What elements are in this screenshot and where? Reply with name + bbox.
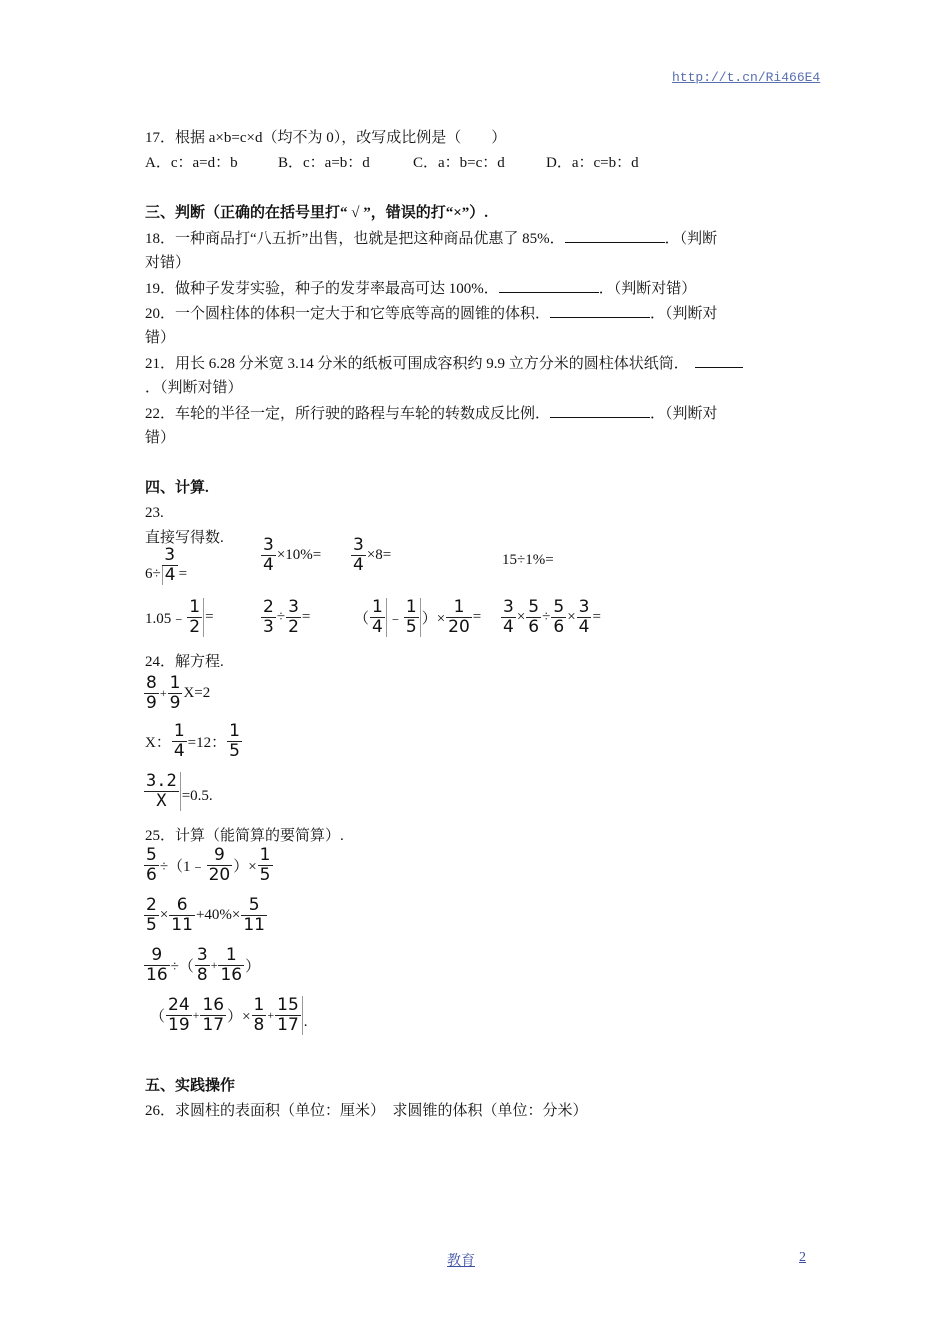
q18-answer-blank[interactable] [565, 228, 665, 243]
numerator: 1 [405, 597, 417, 617]
q18-tail: ．（判断 [664, 231, 718, 247]
q26: 26．求圆柱的表面积（单位：厘米） 求圆锥的体积（单位：分米） [145, 1103, 588, 1119]
q21-text: 21．用长 6.28 分米宽 3.14 分米的纸板可围成容积约 9.9 立方分米的圆柱体状纸筒． [145, 356, 689, 372]
denominator: 9 [146, 693, 157, 713]
q17-option-a: A．c：a=d：b [145, 155, 238, 171]
denominator: 2 [189, 617, 201, 637]
q18 [145, 228, 717, 249]
denominator: X [156, 791, 167, 811]
header-link[interactable]: http://t.cn/Ri466E4 [672, 70, 821, 85]
math-text: （ [354, 611, 370, 627]
fraction [144, 946, 170, 985]
q22-answer-blank[interactable] [550, 403, 650, 418]
math-text: = [205, 609, 214, 625]
denominator: 17 [202, 1015, 225, 1035]
math-text: X=2 [183, 685, 211, 701]
numerator: 1 [253, 995, 265, 1015]
math-text: + [159, 686, 167, 700]
section4-title: 四、计算. [145, 480, 209, 496]
fraction [351, 536, 366, 575]
denominator: 5 [259, 865, 271, 885]
numerator: 1 [259, 845, 271, 865]
equation-3 [143, 772, 213, 811]
numerator: 16 [202, 995, 225, 1015]
denominator: 3 [263, 617, 274, 637]
numerator: 3 [288, 597, 299, 617]
denominator: 5 [146, 915, 157, 935]
math-text: = [178, 566, 188, 582]
fraction [144, 674, 159, 713]
q21 [145, 353, 743, 374]
q25-title: 25．计算（能简算的要简算）. [145, 828, 344, 844]
denominator: 5 [229, 741, 240, 761]
fraction [551, 598, 566, 637]
q22-wrap: 错） [145, 430, 176, 446]
q20-tail: ．（判断对 [650, 306, 718, 322]
math-text: X： [145, 735, 171, 751]
numerator: 3 [263, 535, 274, 555]
fraction [370, 598, 387, 637]
calc-r1-d: 15÷1%= [502, 552, 554, 568]
denominator: 6 [146, 865, 157, 885]
math-text: + [267, 1008, 275, 1022]
fraction [258, 846, 273, 885]
q21-answer-blank[interactable] [695, 353, 743, 368]
denominator: 8 [253, 1015, 265, 1035]
numerator: 3.2 [146, 771, 177, 791]
numerator: 3 [353, 535, 364, 555]
denominator: 20 [208, 865, 231, 885]
denominator: 4 [162, 566, 178, 585]
numerator: 1 [372, 597, 383, 617]
calc-25-2 [143, 896, 268, 935]
numerator: 5 [146, 845, 157, 865]
math-text: ÷（ [170, 959, 194, 975]
q19 [145, 278, 696, 299]
equation-1 [143, 674, 210, 713]
math-text: × [516, 609, 526, 625]
math-text: = [301, 609, 311, 625]
fraction [286, 598, 301, 637]
denominator: 4 [353, 555, 364, 575]
denominator: 19 [168, 1015, 190, 1035]
fraction [275, 996, 303, 1035]
calc-r1-b [260, 536, 321, 575]
denominator: 4 [578, 617, 590, 637]
numerator: 1 [169, 673, 181, 693]
fraction [144, 896, 159, 935]
denominator: 17 [277, 1015, 299, 1035]
fraction [172, 722, 187, 761]
math-text: （ [150, 1009, 166, 1025]
math-text: ）× [421, 611, 446, 627]
numerator: 1 [446, 598, 472, 618]
numerator: 2 [146, 895, 157, 915]
math-text: ÷（1﹣ [159, 859, 206, 875]
denominator: 16 [220, 965, 243, 985]
numerator: 1 [173, 721, 185, 741]
q17-option-d: D．a：c=b：d [546, 155, 639, 171]
q23-label: 直接写得数. [145, 530, 224, 546]
q24-title: 24．解方程. [145, 654, 224, 670]
denominator: 11 [171, 915, 193, 935]
calc-r2-c [354, 598, 481, 637]
fraction [261, 598, 276, 637]
numerator: 24 [168, 995, 190, 1015]
fraction [577, 598, 592, 637]
numerator: 5 [528, 597, 540, 617]
numerator: 3 [503, 597, 514, 617]
numerator: 6 [169, 896, 195, 916]
math-text: ）× [227, 1009, 251, 1025]
section3-title: 三、判断（正确的在括号里打“ √ ”，错误的打“×”）. [145, 205, 489, 221]
q22 [145, 403, 718, 424]
fraction [241, 896, 267, 935]
math-text: = [592, 609, 601, 625]
numerator: 8 [146, 673, 157, 693]
fraction [501, 598, 516, 637]
q22-text: 22．车轮的半径一定，所行驶的路程与车轮的转数成反比例． [145, 406, 551, 422]
math-text: . [303, 1014, 308, 1030]
calc-r2-d [500, 598, 601, 637]
footer-center-link[interactable]: 教育 [447, 1254, 475, 1269]
page-number[interactable]: 2 [799, 1250, 806, 1265]
denominator: 6 [528, 617, 540, 637]
q19-text: 19．做种子发芽实验，种子的发芽率最高可达 100%． [145, 281, 499, 297]
fraction [261, 536, 276, 575]
fraction [446, 598, 472, 637]
math-text: =12： [187, 735, 227, 751]
q18-text: 18．一种商品打“八五折”出售，也就是把这种商品优惠了 85%． [145, 231, 565, 247]
fraction [144, 846, 159, 885]
math-text: + [192, 1008, 200, 1022]
denominator: 8 [196, 965, 208, 985]
q19-answer-blank[interactable] [499, 278, 599, 293]
q20 [145, 303, 718, 324]
fraction [187, 598, 204, 637]
numerator: 5 [241, 896, 267, 916]
calc-25-3 [143, 946, 260, 985]
calc-r1-a [145, 546, 187, 585]
numerator: 9 [207, 846, 233, 866]
calc-25-1 [143, 846, 274, 885]
numerator: 2 [263, 597, 274, 617]
numerator: 1 [229, 721, 240, 741]
q23-number: 23. [145, 505, 164, 521]
fraction [404, 598, 421, 637]
math-text: 6÷ [145, 566, 161, 582]
denominator: 2 [288, 617, 299, 637]
math-text: ÷ [542, 609, 551, 625]
denominator: 4 [263, 555, 274, 575]
section5-title: 五、实践操作 [145, 1078, 236, 1094]
q17-option-c: C．a：b=c：d [413, 155, 505, 171]
calc-25-4 [150, 996, 308, 1035]
math-text: =0.5. [181, 788, 213, 804]
fraction [207, 846, 233, 885]
math-text: ﹣ [387, 611, 403, 627]
fraction [195, 946, 210, 985]
calc-r1-c [350, 536, 391, 575]
math-text: ÷ [276, 609, 286, 625]
denominator: 5 [405, 617, 417, 637]
fraction [144, 772, 181, 811]
equation-2 [145, 722, 243, 761]
denominator: 11 [243, 915, 265, 935]
q21-wrap: ．（判断对错） [145, 380, 243, 396]
q20-text: 20．一个圆柱体的体积一定大于和它等底等高的圆锥的体积． [145, 306, 551, 322]
math-text: × [159, 907, 169, 923]
math-text: +40%× [195, 907, 241, 923]
q17-option-b: B．c：a=b：d [278, 155, 370, 171]
denominator: 16 [146, 965, 168, 985]
math-text: ）× [233, 859, 257, 875]
fraction [526, 598, 541, 637]
q17-stem: 17．根据 a×b=c×d（均不为 0），改写成比例是（ ） [145, 130, 507, 146]
denominator: 4 [372, 617, 383, 637]
calc-r2-b [260, 598, 310, 637]
denominator: 20 [448, 617, 470, 637]
denominator: 6 [553, 617, 565, 637]
numerator: 1 [218, 946, 244, 966]
q19-tail: ．（判断对错） [598, 281, 697, 297]
numerator: 3 [162, 546, 178, 566]
math-text: ×8= [366, 547, 392, 563]
q20-wrap: 错） [145, 330, 176, 346]
math-text: 1.05﹣ [145, 611, 187, 627]
numerator: 9 [144, 946, 170, 966]
fraction [166, 996, 192, 1035]
fraction [252, 996, 267, 1035]
numerator: 3 [578, 597, 590, 617]
fraction [200, 996, 226, 1035]
fraction [227, 722, 242, 761]
fraction [218, 946, 244, 985]
calc-r2-a [145, 598, 214, 637]
numerator: 1 [189, 597, 201, 617]
denominator: 4 [503, 617, 514, 637]
math-text: ×10%= [276, 547, 322, 563]
fraction [169, 896, 195, 935]
fraction [162, 546, 178, 585]
math-text: ） [245, 959, 261, 975]
fraction [168, 674, 183, 713]
numerator: 5 [553, 597, 565, 617]
denominator: 9 [169, 693, 181, 713]
numerator: 3 [196, 945, 208, 965]
math-text: × [567, 609, 576, 625]
numerator: 15 [277, 995, 299, 1015]
denominator: 4 [173, 741, 185, 761]
q20-answer-blank[interactable] [550, 303, 650, 318]
q22-tail: ．（判断对 [650, 406, 718, 422]
math-text: + [210, 958, 218, 972]
q18-wrap: 对错） [145, 255, 191, 271]
math-text: = [472, 609, 482, 625]
